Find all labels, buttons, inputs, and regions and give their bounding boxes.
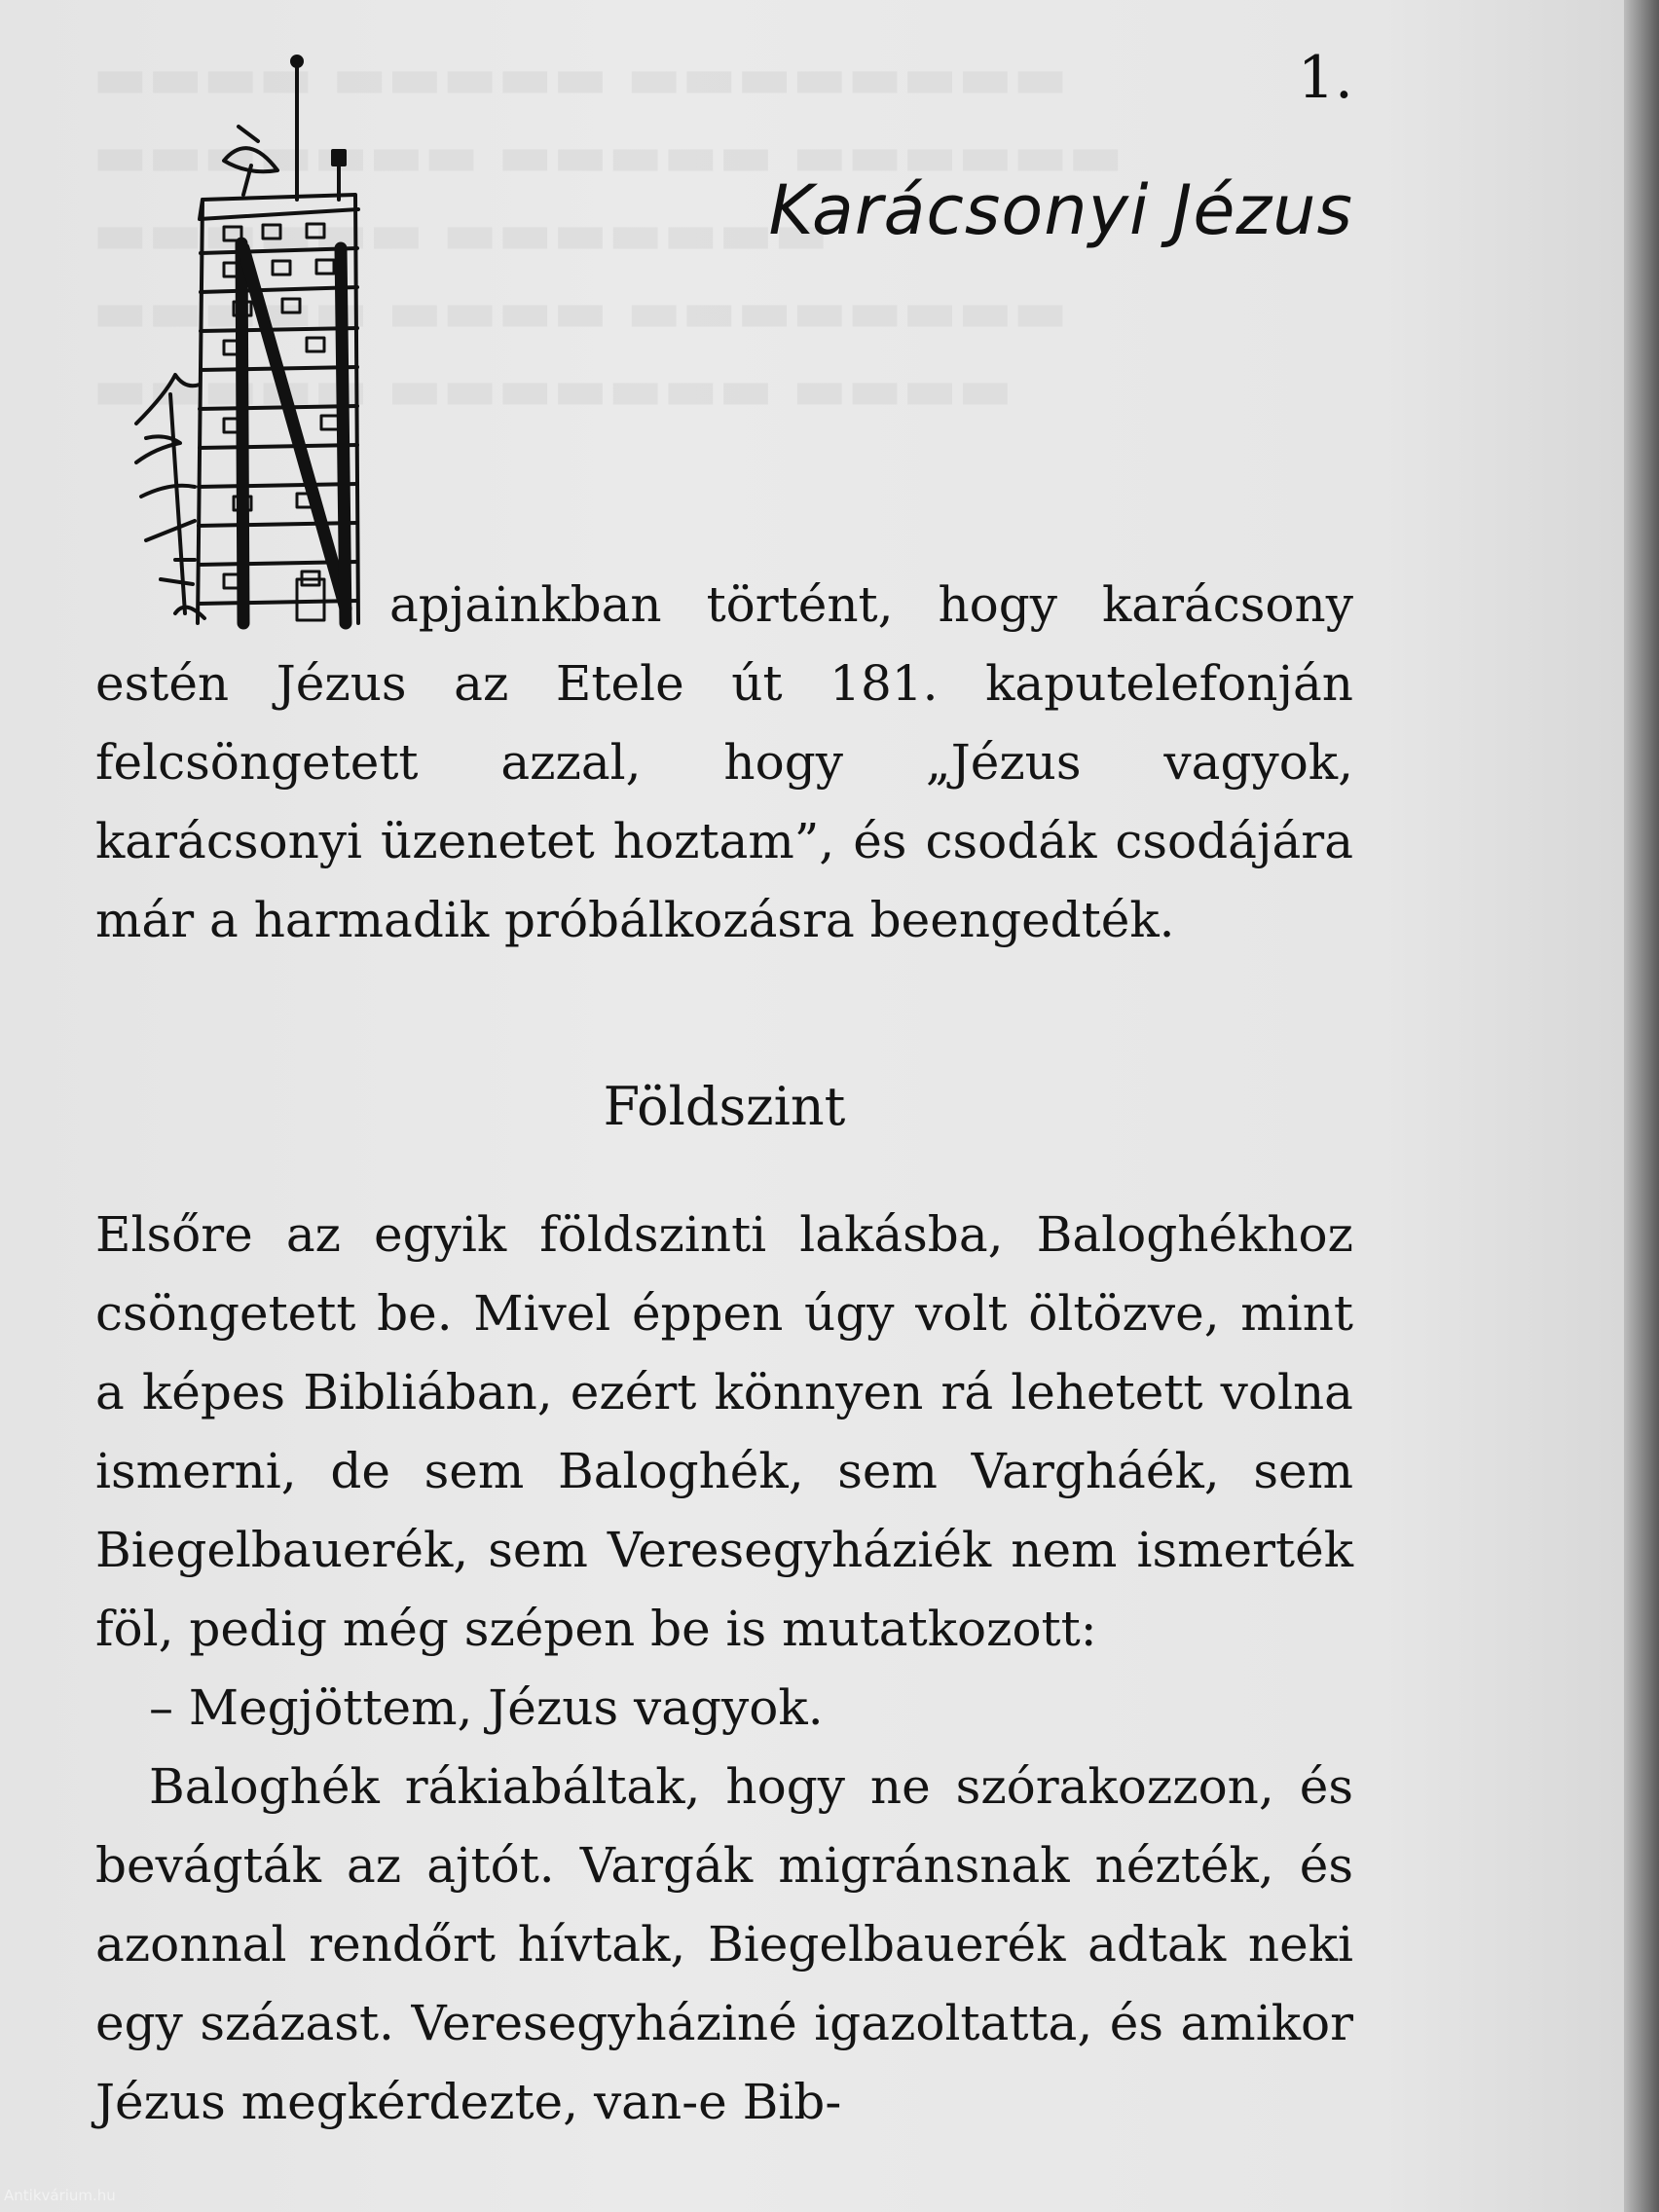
- watermark: Antikvárium.hu: [4, 2187, 116, 2204]
- section-paragraph-2: Baloghék rákiabáltak, hogy ne szórakozzon, és bevágták az ajtót. Vargák migránsnak nézték, és azonnal rendőrt hívtak, Biegelbauerék adtak neki egy százast. Veresegyháziné igazoltatta, és amikor Jézus megkérdezte, van-e Bib-: [95, 1758, 1353, 2130]
- section-body: [95, 1196, 1353, 2142]
- dialog-line: – Megjöttem, Jézus vagyok.: [149, 1679, 824, 1736]
- section-paragraph-1: Elsőre az egyik földszinti lakásba, Baloghékhoz csöngetett be. Mivel éppen úgy volt öltözve, mint a képes Bibliában, ezért könnyen rá lehetett volna ismerni, de sem Baloghék, sem Vargháék, sem Biegelbauerék, sem Veresegyháziék nem ismerték föl, pedig még szépen be is mutatkozott:: [95, 1206, 1353, 1657]
- section-heading: Földszint: [603, 1076, 846, 1137]
- page-edge-shadow: [1624, 0, 1659, 2212]
- chapter-number: 1.: [1297, 44, 1353, 112]
- chapter-title: Karácsonyi Jézus: [768, 170, 1353, 250]
- dropcap-n-building-illustration: [78, 54, 389, 638]
- opening-paragraph: [95, 566, 1353, 960]
- opening-paragraph-text: apjainkban történt, hogy karácsony estén Jézus az Etele út 181. kaputelefonján felcsöngetett azzal, hogy „Jézus vagyok, karácsonyi üzenetet hoztam”, és csodák csodájára már a harmadik próbálkozásra beengedték.: [95, 576, 1353, 948]
